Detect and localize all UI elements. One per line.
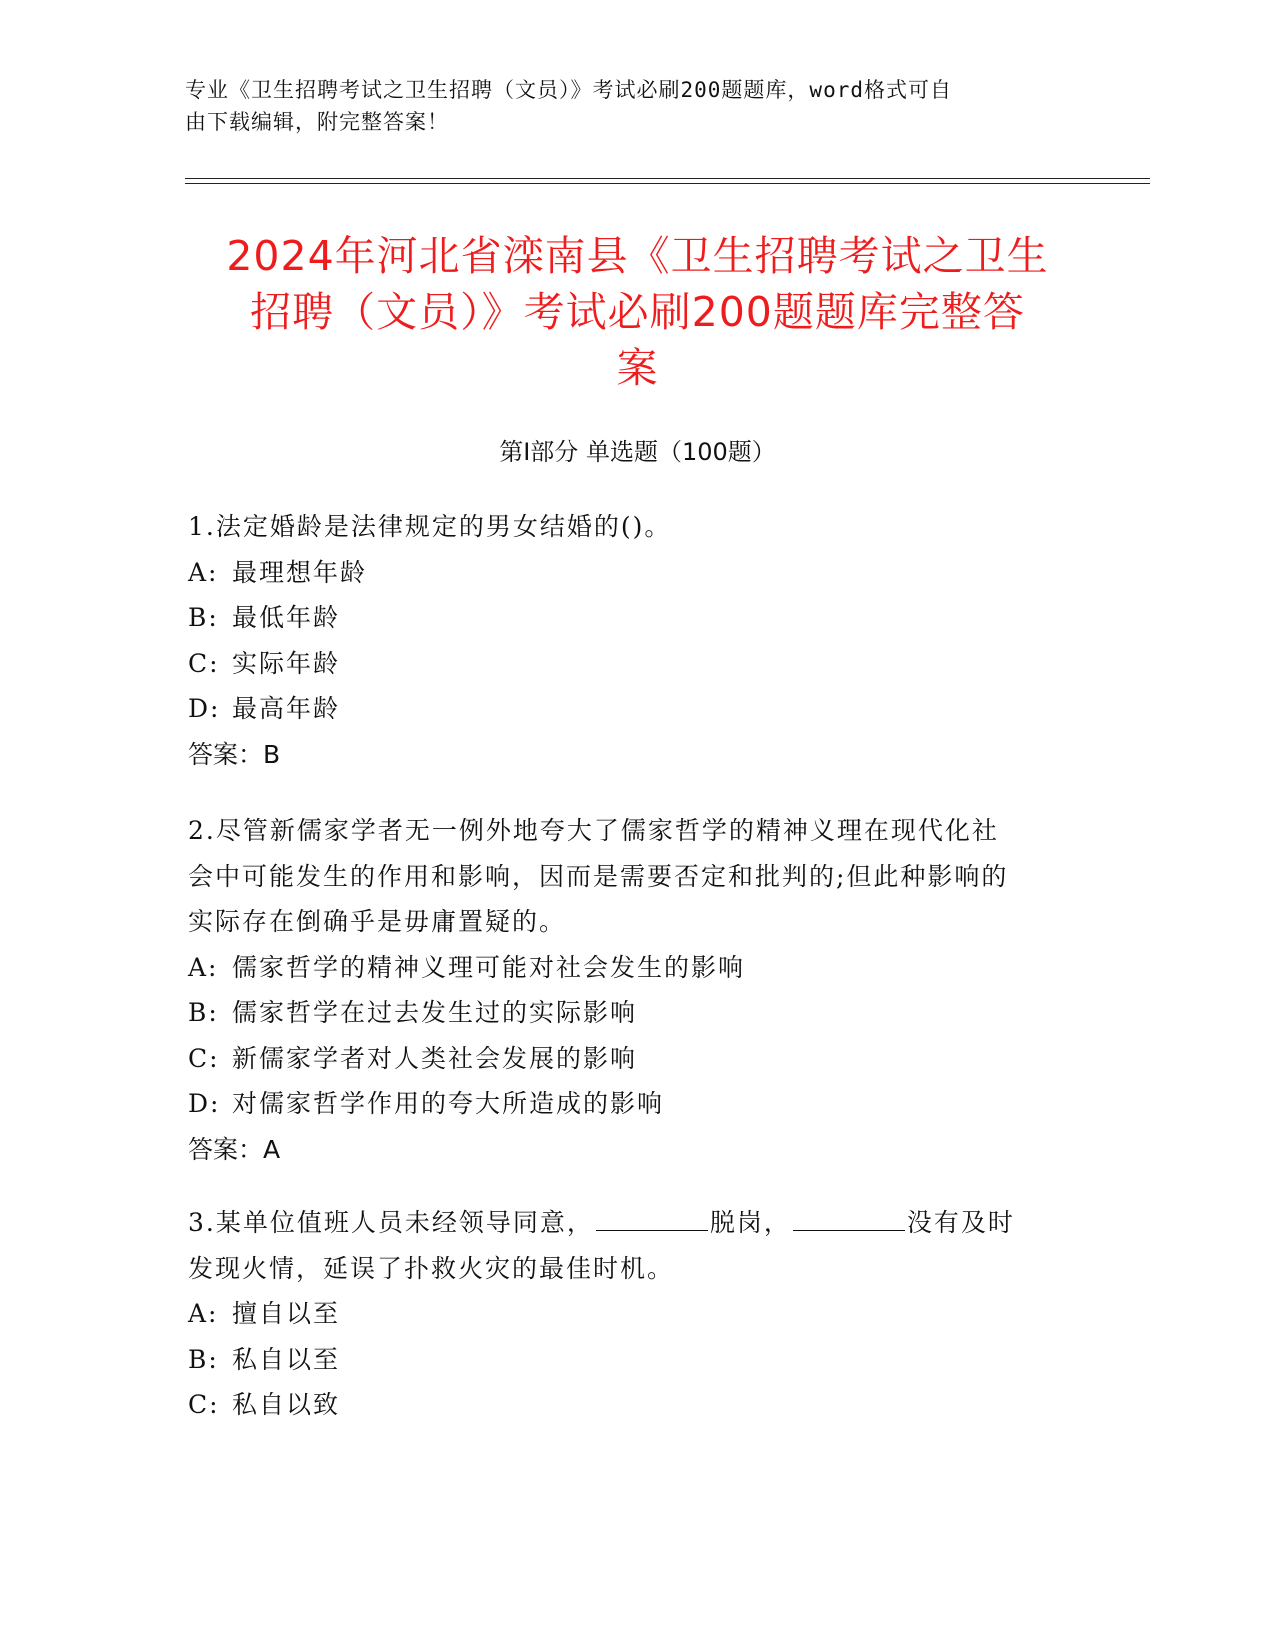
option-letter: C:	[188, 1043, 220, 1073]
option-letter: A:	[188, 1299, 219, 1328]
option-b	[188, 990, 1088, 1036]
option-letter: B:	[188, 1344, 219, 1374]
question-2	[188, 808, 1088, 1172]
option-c	[188, 1382, 1088, 1428]
stem-part-3: 没有及时	[906, 1208, 1015, 1237]
stem-part-1: 3.某单位值班人员未经领导同意，	[188, 1208, 594, 1237]
option-text: 最高年龄	[232, 694, 341, 723]
question-stem-line-2: 发现火情，延误了扑救火灾的最佳时机。	[188, 1253, 675, 1283]
header-note-line-2: 由下载编辑，附完整答案！	[185, 110, 449, 134]
option-letter: C:	[188, 648, 220, 678]
question-stem-line-3: 实际存在倒确乎是毋庸置疑的。	[188, 907, 567, 936]
option-text: 最理想年龄	[232, 557, 368, 587]
header-divider-top	[185, 178, 1150, 179]
question-stem-line-1: 2.尽管新儒家学者无一例外地夸大了儒家哲学的精神义理在现代化社	[188, 816, 999, 845]
question-stem-line-2: 会中可能发生的作用和影响，因而是需要否定和批判的;但此种影响的	[188, 861, 1009, 891]
option-letter: D:	[188, 694, 221, 723]
option-a	[188, 945, 1088, 991]
option-b	[188, 595, 1088, 641]
option-text: 实际年龄	[232, 648, 341, 678]
option-text: 新儒家学者对人类社会发展的影响	[232, 1043, 638, 1073]
answer-line: 答案：B	[188, 739, 281, 769]
section-heading: 第Ⅰ部分 单选题（100题）	[499, 438, 776, 466]
option-d	[188, 1081, 1088, 1127]
option-a	[188, 1291, 1088, 1337]
question-1	[188, 504, 1088, 777]
header-note-line-1: 专业《卫生招聘考试之卫生招聘（文员）》考试必刷200题题库，word格式可自	[185, 78, 952, 102]
document-title-line-2: 招聘（文员）》考试必刷200题题库完整答	[250, 288, 1025, 336]
question-3	[188, 1200, 1088, 1428]
option-letter: B:	[188, 998, 219, 1027]
option-text: 私自以至	[232, 1344, 341, 1374]
answer-line: 答案：A	[188, 1134, 281, 1164]
option-letter: A:	[188, 952, 219, 982]
question-stem: 1.法定婚龄是法律规定的男女结婚的()。	[188, 512, 672, 541]
option-text: 私自以致	[232, 1390, 341, 1419]
option-text: 儒家哲学的精神义理可能对社会发生的影响	[232, 952, 746, 982]
option-text: 擅自以至	[232, 1299, 341, 1328]
document-title-line-1: 2024年河北省滦南县《卫生招聘考试之卫生	[226, 232, 1049, 280]
option-a	[188, 550, 1088, 596]
option-letter: D:	[188, 1089, 221, 1118]
stem-part-2: 脱岗，	[709, 1208, 791, 1237]
option-letter: C:	[188, 1390, 220, 1419]
option-c	[188, 1036, 1088, 1082]
question-stem-line-1	[188, 1200, 1088, 1246]
option-c	[188, 641, 1088, 687]
option-d	[188, 686, 1088, 732]
fill-in-blank-2	[793, 1208, 905, 1231]
header-divider-bottom	[185, 183, 1150, 184]
option-letter: B:	[188, 603, 219, 632]
option-letter: A:	[188, 557, 219, 587]
option-b	[188, 1337, 1088, 1383]
header-note	[185, 74, 1085, 138]
document-title-line-3: 案	[616, 344, 659, 392]
fill-in-blank-1	[596, 1208, 708, 1231]
option-text: 儒家哲学在过去发生过的实际影响	[232, 998, 638, 1027]
document-title	[150, 228, 1125, 396]
option-text: 对儒家哲学作用的夸大所造成的影响	[232, 1089, 665, 1118]
option-text: 最低年龄	[232, 603, 341, 632]
